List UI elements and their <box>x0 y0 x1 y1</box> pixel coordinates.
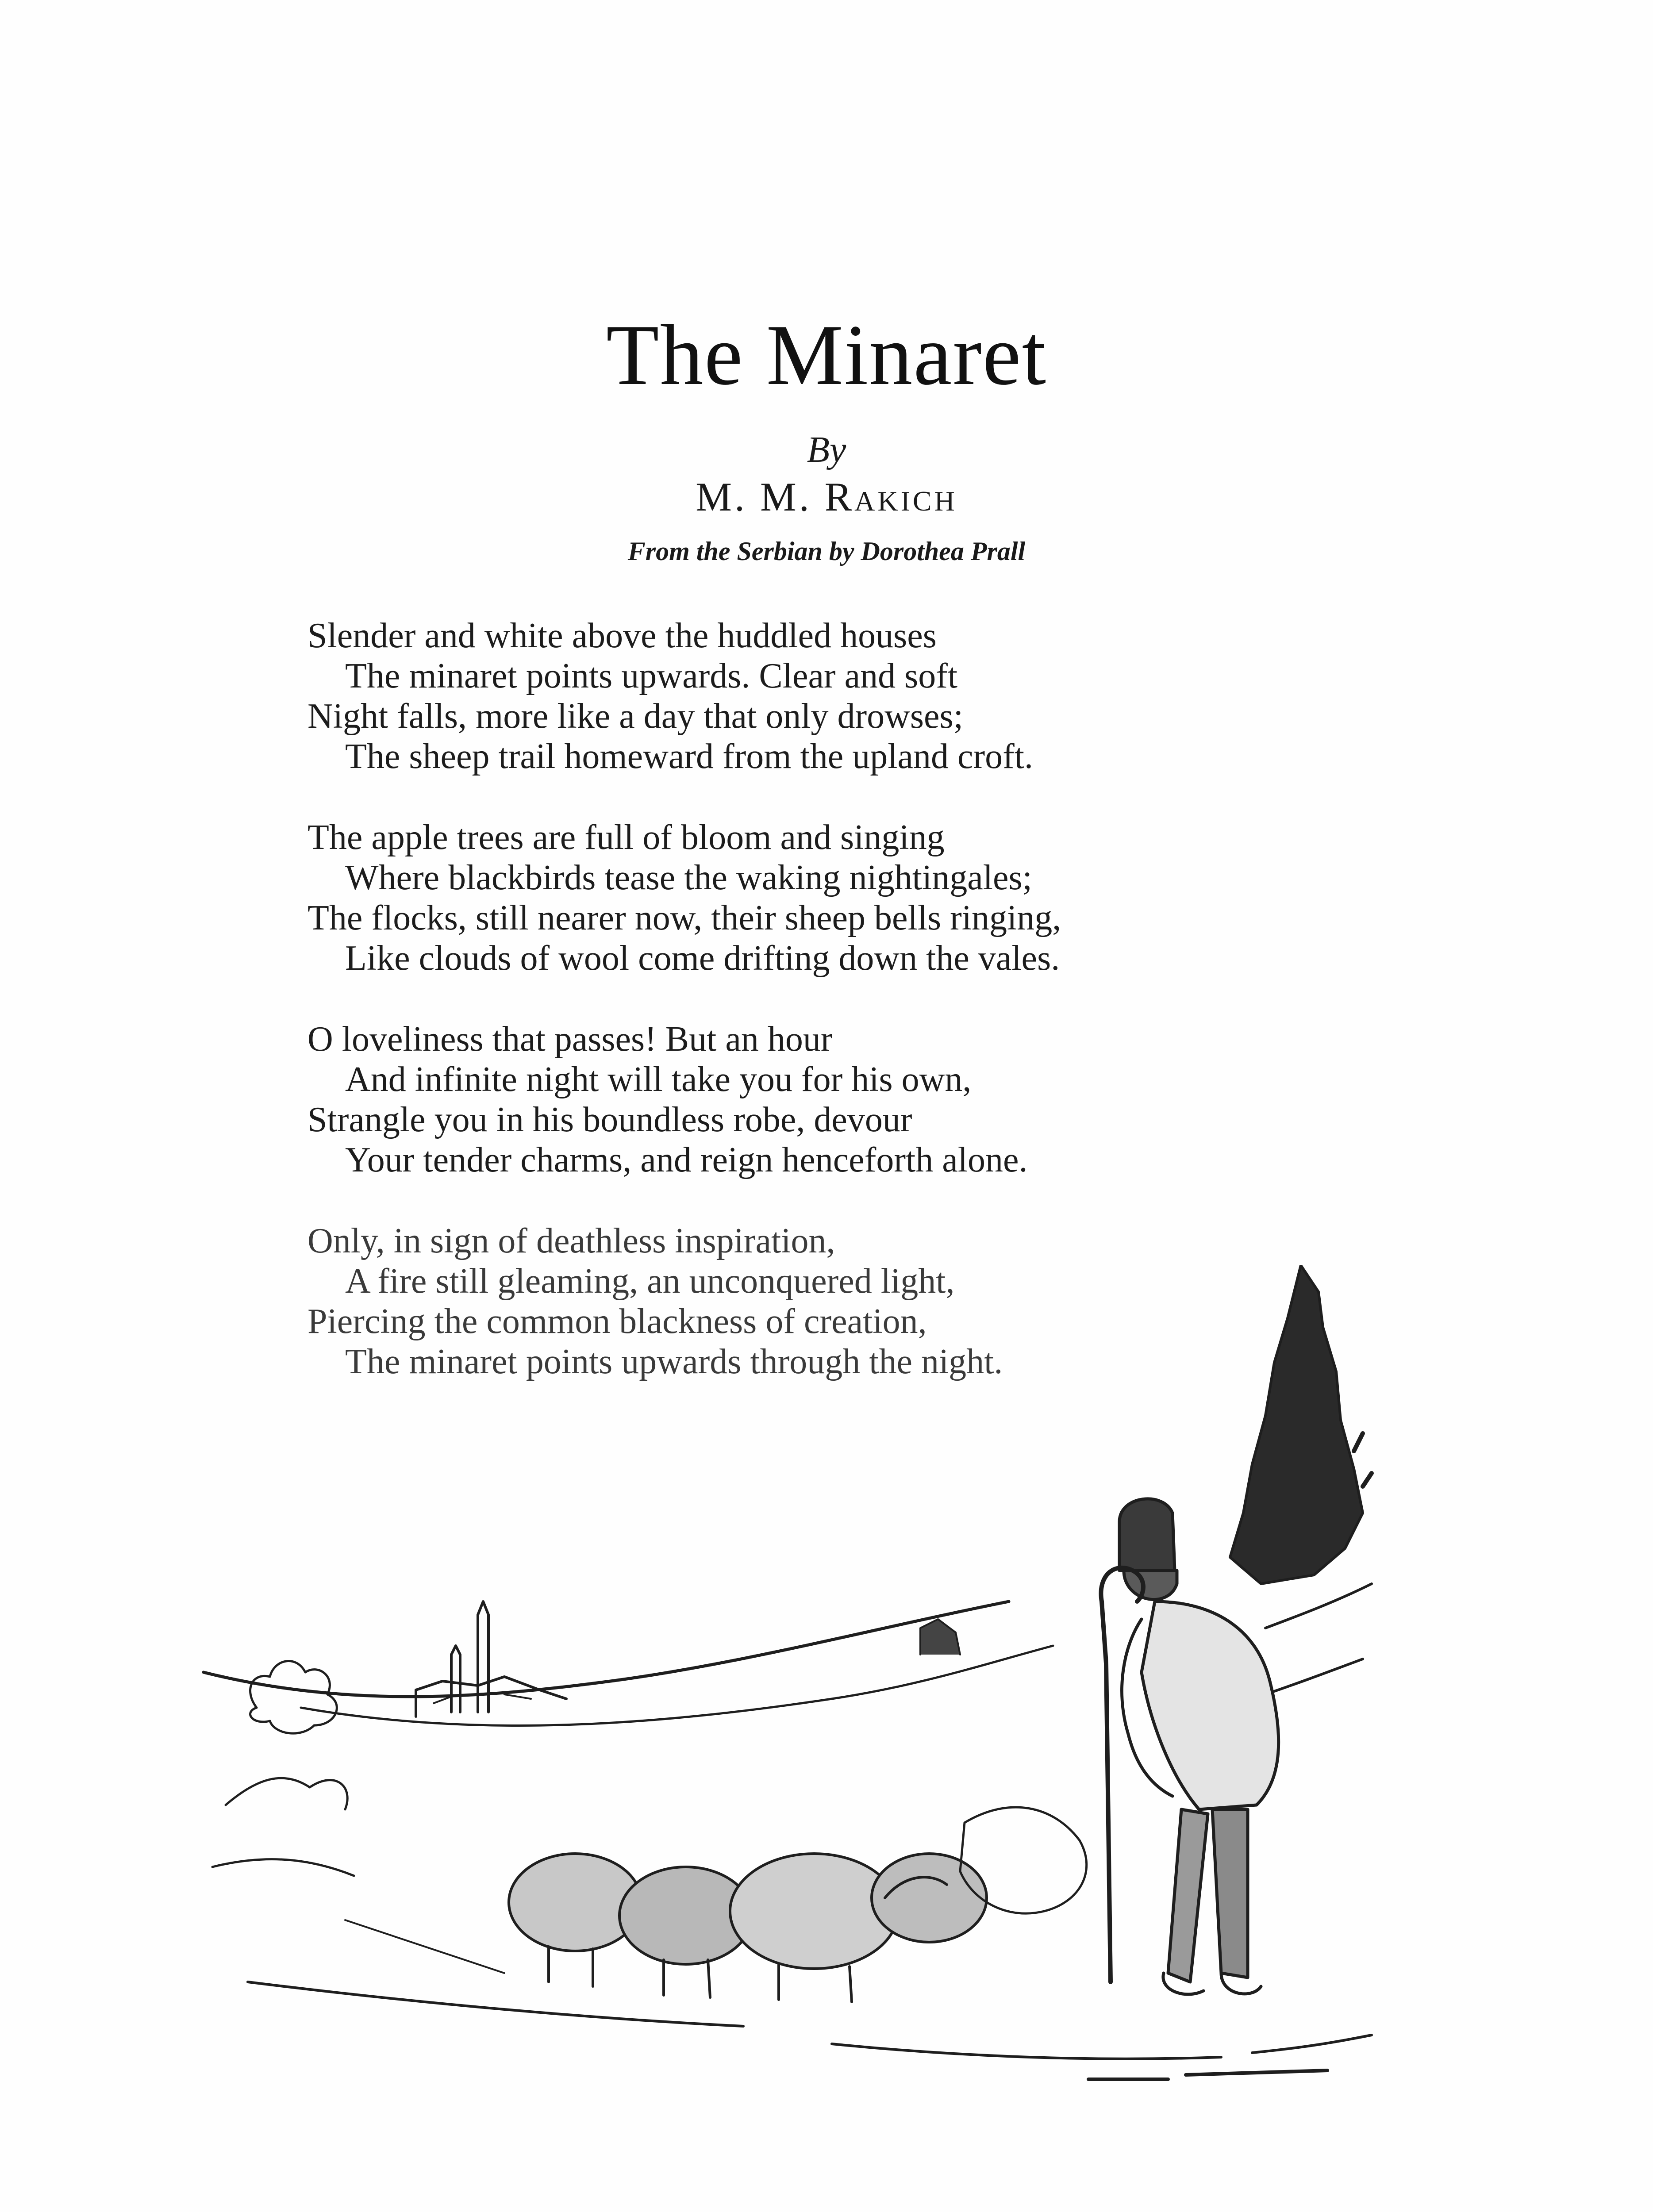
poem-line: Slender and white above the huddled houses <box>308 616 937 655</box>
cypress-tree <box>1230 1265 1363 1584</box>
poem-line: And infinite night will take you for his own, <box>345 1060 972 1099</box>
ground <box>248 1982 1372 2059</box>
minaret-town <box>416 1601 960 1717</box>
byline: By <box>807 429 846 470</box>
poem-line: Like clouds of wool come drifting down the vales. <box>345 939 1060 978</box>
shepherd-illustration <box>168 1265 1407 2084</box>
poem-line: The sheep trail homeward from the upland croft. <box>345 737 1033 776</box>
poem-line: Where blackbirds tease the waking nightingales; <box>345 858 1032 897</box>
poem-line: Night falls, more like a day that only drowses; <box>308 697 963 736</box>
stanza <box>308 616 1369 777</box>
hillside <box>204 1601 1009 1697</box>
translator-note: From the Serbian by Dorothea Prall <box>627 537 1026 566</box>
poem-line: The flocks, still nearer now, their sheep bells ringing, <box>308 899 1061 937</box>
stanza <box>308 1019 1369 1180</box>
poem-line: Piercing the common blackness of creation, <box>308 1302 927 1341</box>
stanza <box>308 818 1369 979</box>
sheep-flock <box>509 1854 987 2002</box>
poem-line: Your tender charms, and reign henceforth alone. <box>345 1141 1028 1179</box>
poem-line: The apple trees are full of bloom and singing <box>308 818 945 857</box>
poem-line: Strangle you in his boundless robe, devour <box>308 1100 912 1139</box>
poem-line: Only, in sign of deathless inspiration, <box>308 1221 835 1260</box>
rocks <box>960 1807 1087 1913</box>
poem-line: The minaret points upwards through the night. <box>345 1342 1003 1381</box>
poem-line: A fire still gleaming, an unconquered light, <box>345 1262 955 1301</box>
author-name: M. M. Rakich <box>696 474 957 519</box>
poem-line: O loveliness that passes! But an hour <box>308 1020 833 1059</box>
poem-line: The minaret points upwards. Clear and soft <box>345 657 958 695</box>
poem-title: The Minaret <box>606 307 1047 403</box>
